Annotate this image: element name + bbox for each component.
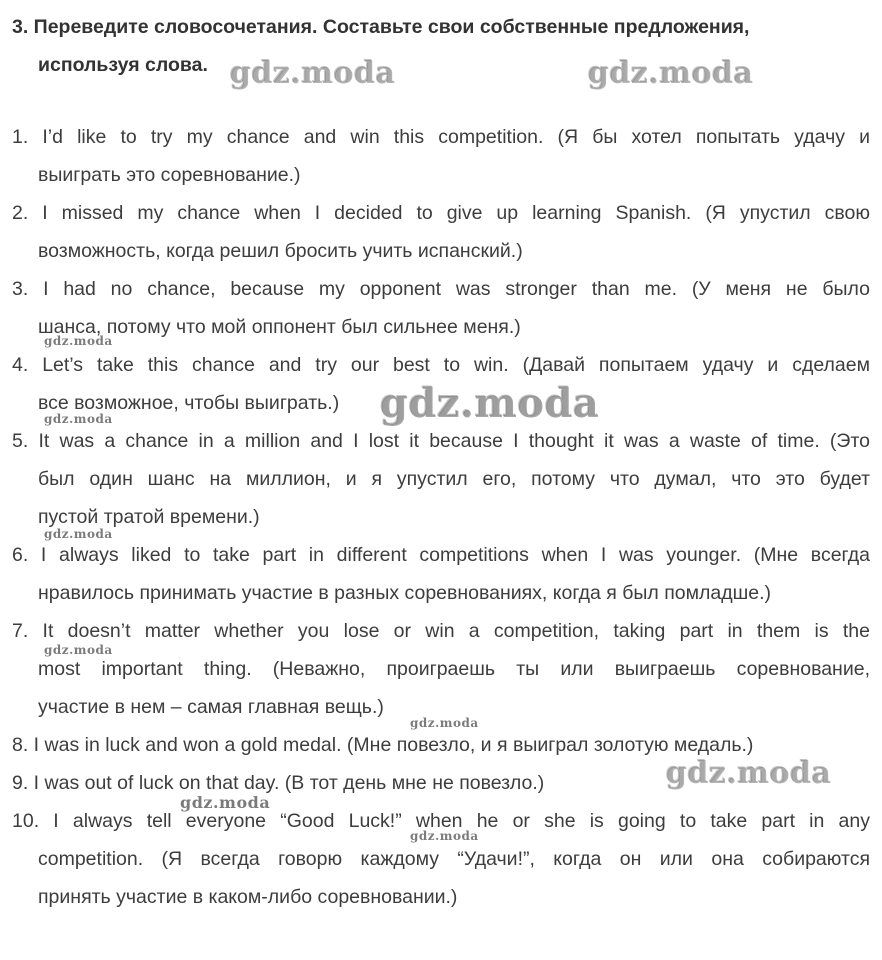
answer-line: most important thing. (Неважно, проиграешь ты или выиграешь соревнование, [38, 658, 870, 680]
watermark: gdz.moda [44, 334, 113, 348]
answer-line: competition. (Я всегда говорю каждому “Удачи!”, когда он или она собираются [38, 848, 870, 870]
answer-line: 5. It was a chance in a million and I lost it because I thought it was a waste of time. (Это [12, 430, 870, 452]
answer-item-6 [12, 536, 870, 612]
answer-item-5 [12, 422, 870, 536]
answer-line: 6. I always liked to take part in different competitions when I was younger. (Мне всегда [12, 544, 870, 566]
watermark: gdz.moda [44, 643, 113, 657]
watermark: gdz.moda [666, 756, 832, 791]
answer-item-8 [12, 726, 870, 764]
answer-line: участие в нем – самая главная вещь.) [38, 696, 384, 718]
watermark: gdz.moda [44, 527, 113, 541]
answer-line: нравилось принимать участие в разных соревнованиях, когда я был помладше.) [38, 582, 772, 604]
answer-line: 2. I missed my chance when I decided to give up learning Spanish. (Я упустил свою [12, 202, 870, 224]
watermark: gdz.moda [44, 412, 113, 426]
answer-line: 4. Let’s take this chance and try our best to win. (Давай попытаем удачу и сделаем [12, 354, 870, 376]
answer-line: 9. I was out of luck on that day. (В тот день мне не повезло.) [12, 772, 545, 794]
answer-line: все возможное, чтобы выиграть.) [38, 392, 340, 414]
answer-item-10 [12, 802, 870, 916]
watermark: gdz.moda [230, 56, 396, 91]
answer-line: возможность, когда решил бросить учить испанский.) [38, 240, 523, 262]
answer-item-7 [12, 612, 870, 726]
watermark: gdz.moda [180, 793, 271, 812]
answer-line: 8. I was in luck and won a gold medal. (Мне повезло, и я выиграл золотую медаль.) [12, 734, 754, 756]
answer-item-1 [12, 118, 870, 194]
task-heading-line-2: используя слова. [38, 54, 208, 76]
answer-item-2 [12, 194, 870, 270]
watermark: gdz.moda [588, 56, 754, 91]
task-heading [12, 8, 870, 84]
task-heading-line-1: 3. Переведите словосочетания. Составьте свои собственные предложения, [12, 16, 750, 38]
answer-line: 7. It doesn’t matter whether you lose or win a competition, taking part in them is the [12, 620, 870, 642]
answer-line: выиграть это соревнование.) [38, 164, 301, 186]
answer-item-9 [12, 764, 870, 802]
answer-item-3 [12, 270, 870, 346]
answer-line: был один шанс на миллион, и я упустил его, потому что думал, что это будет [38, 468, 870, 490]
answer-line: 1. I’d like to try my chance and win this competition. (Я бы хотел попытать удачу и [12, 126, 870, 148]
answer-line: шанса, потому что мой оппонент был сильнее меня.) [38, 316, 521, 338]
answer-item-4 [12, 346, 870, 422]
answer-line: 3. I had no chance, because my opponent was stronger than me. (У меня не было [12, 278, 870, 300]
answer-line: 10. I always tell everyone “Good Luck!” when he or she is going to take part in any [12, 810, 870, 832]
answer-line: пустой тратой времени.) [38, 506, 260, 528]
answer-line: принять участие в каком-либо соревновании.) [38, 886, 458, 908]
watermark: gdz.moda [380, 380, 600, 427]
watermark: gdz.moda [410, 716, 479, 730]
answers-list [12, 118, 870, 916]
watermark: gdz.moda [410, 829, 479, 843]
